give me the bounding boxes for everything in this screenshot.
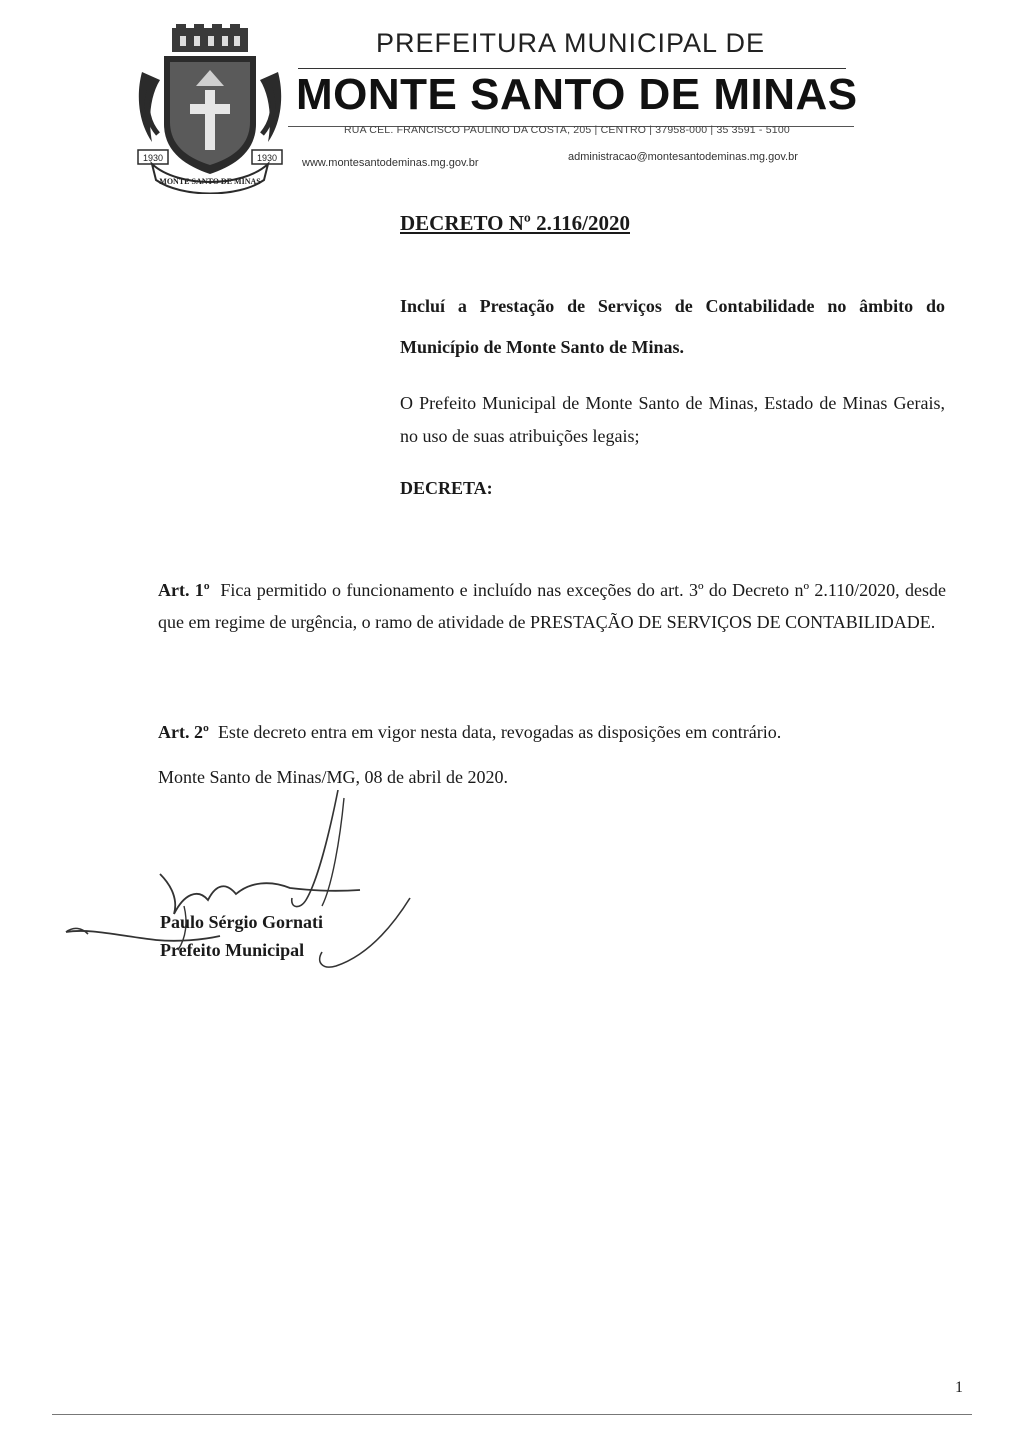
header-website: www.montesantodeminas.mg.gov.br	[302, 157, 479, 169]
article-2-text: Este decreto entra em vigor nesta data, revogadas as disposições em contrário.	[217, 722, 782, 742]
article-1-text: Fica permitido o funcionamento e incluído nas exceções do art. 3º do Decreto nº 2.110/2020, desde que em regime de urgência, o ramo de atividade de PRESTAÇÃO DE SERVIÇOS DE CONTABILIDADE.	[158, 580, 946, 632]
article-2-label: Art. 2º	[158, 722, 209, 742]
crest-banner-text: MONTE SANTO DE MINAS	[159, 177, 261, 186]
article-1	[158, 574, 946, 638]
signatory-name: Paulo Sérgio Gornati	[160, 912, 323, 932]
header-email: administracao@montesantodeminas.mg.gov.br	[568, 151, 798, 163]
footer-divider	[52, 1414, 972, 1415]
article-2	[158, 716, 946, 748]
crest-year-right: 1930	[256, 153, 278, 163]
header-address: RUA CEL. FRANCISCO PAULINO DA COSTA, 205 | CENTRO | 37958-000 | 35 3591 - 5100	[344, 124, 790, 136]
place-and-date: Monte Santo de Minas/MG, 08 de abril de 2020.	[158, 767, 508, 787]
decreta-heading: DECRETA:	[400, 478, 493, 498]
decree-summary: Incluí a Prestação de Serviços de Contabilidade no âmbito do Município de Monte Santo de Minas.	[400, 296, 945, 357]
header-divider-top	[298, 68, 846, 69]
header-title-line-2: MONTE SANTO DE MINAS	[296, 70, 858, 119]
signatory-role: Prefeito Municipal	[160, 940, 305, 960]
crest-year-left: 1930	[142, 153, 164, 163]
page-number: 1	[955, 1379, 963, 1396]
header-title-line-1: PREFEITURA MUNICIPAL DE	[376, 28, 766, 58]
coat-of-arms-crest	[134, 24, 286, 194]
decree-title: DECRETO Nº 2.116/2020	[400, 211, 630, 235]
decree-preamble: O Prefeito Municipal de Monte Santo de Minas, Estado de Minas Gerais, no uso de suas atribuições legais;	[400, 393, 945, 446]
article-1-label: Art. 1º	[158, 580, 210, 600]
